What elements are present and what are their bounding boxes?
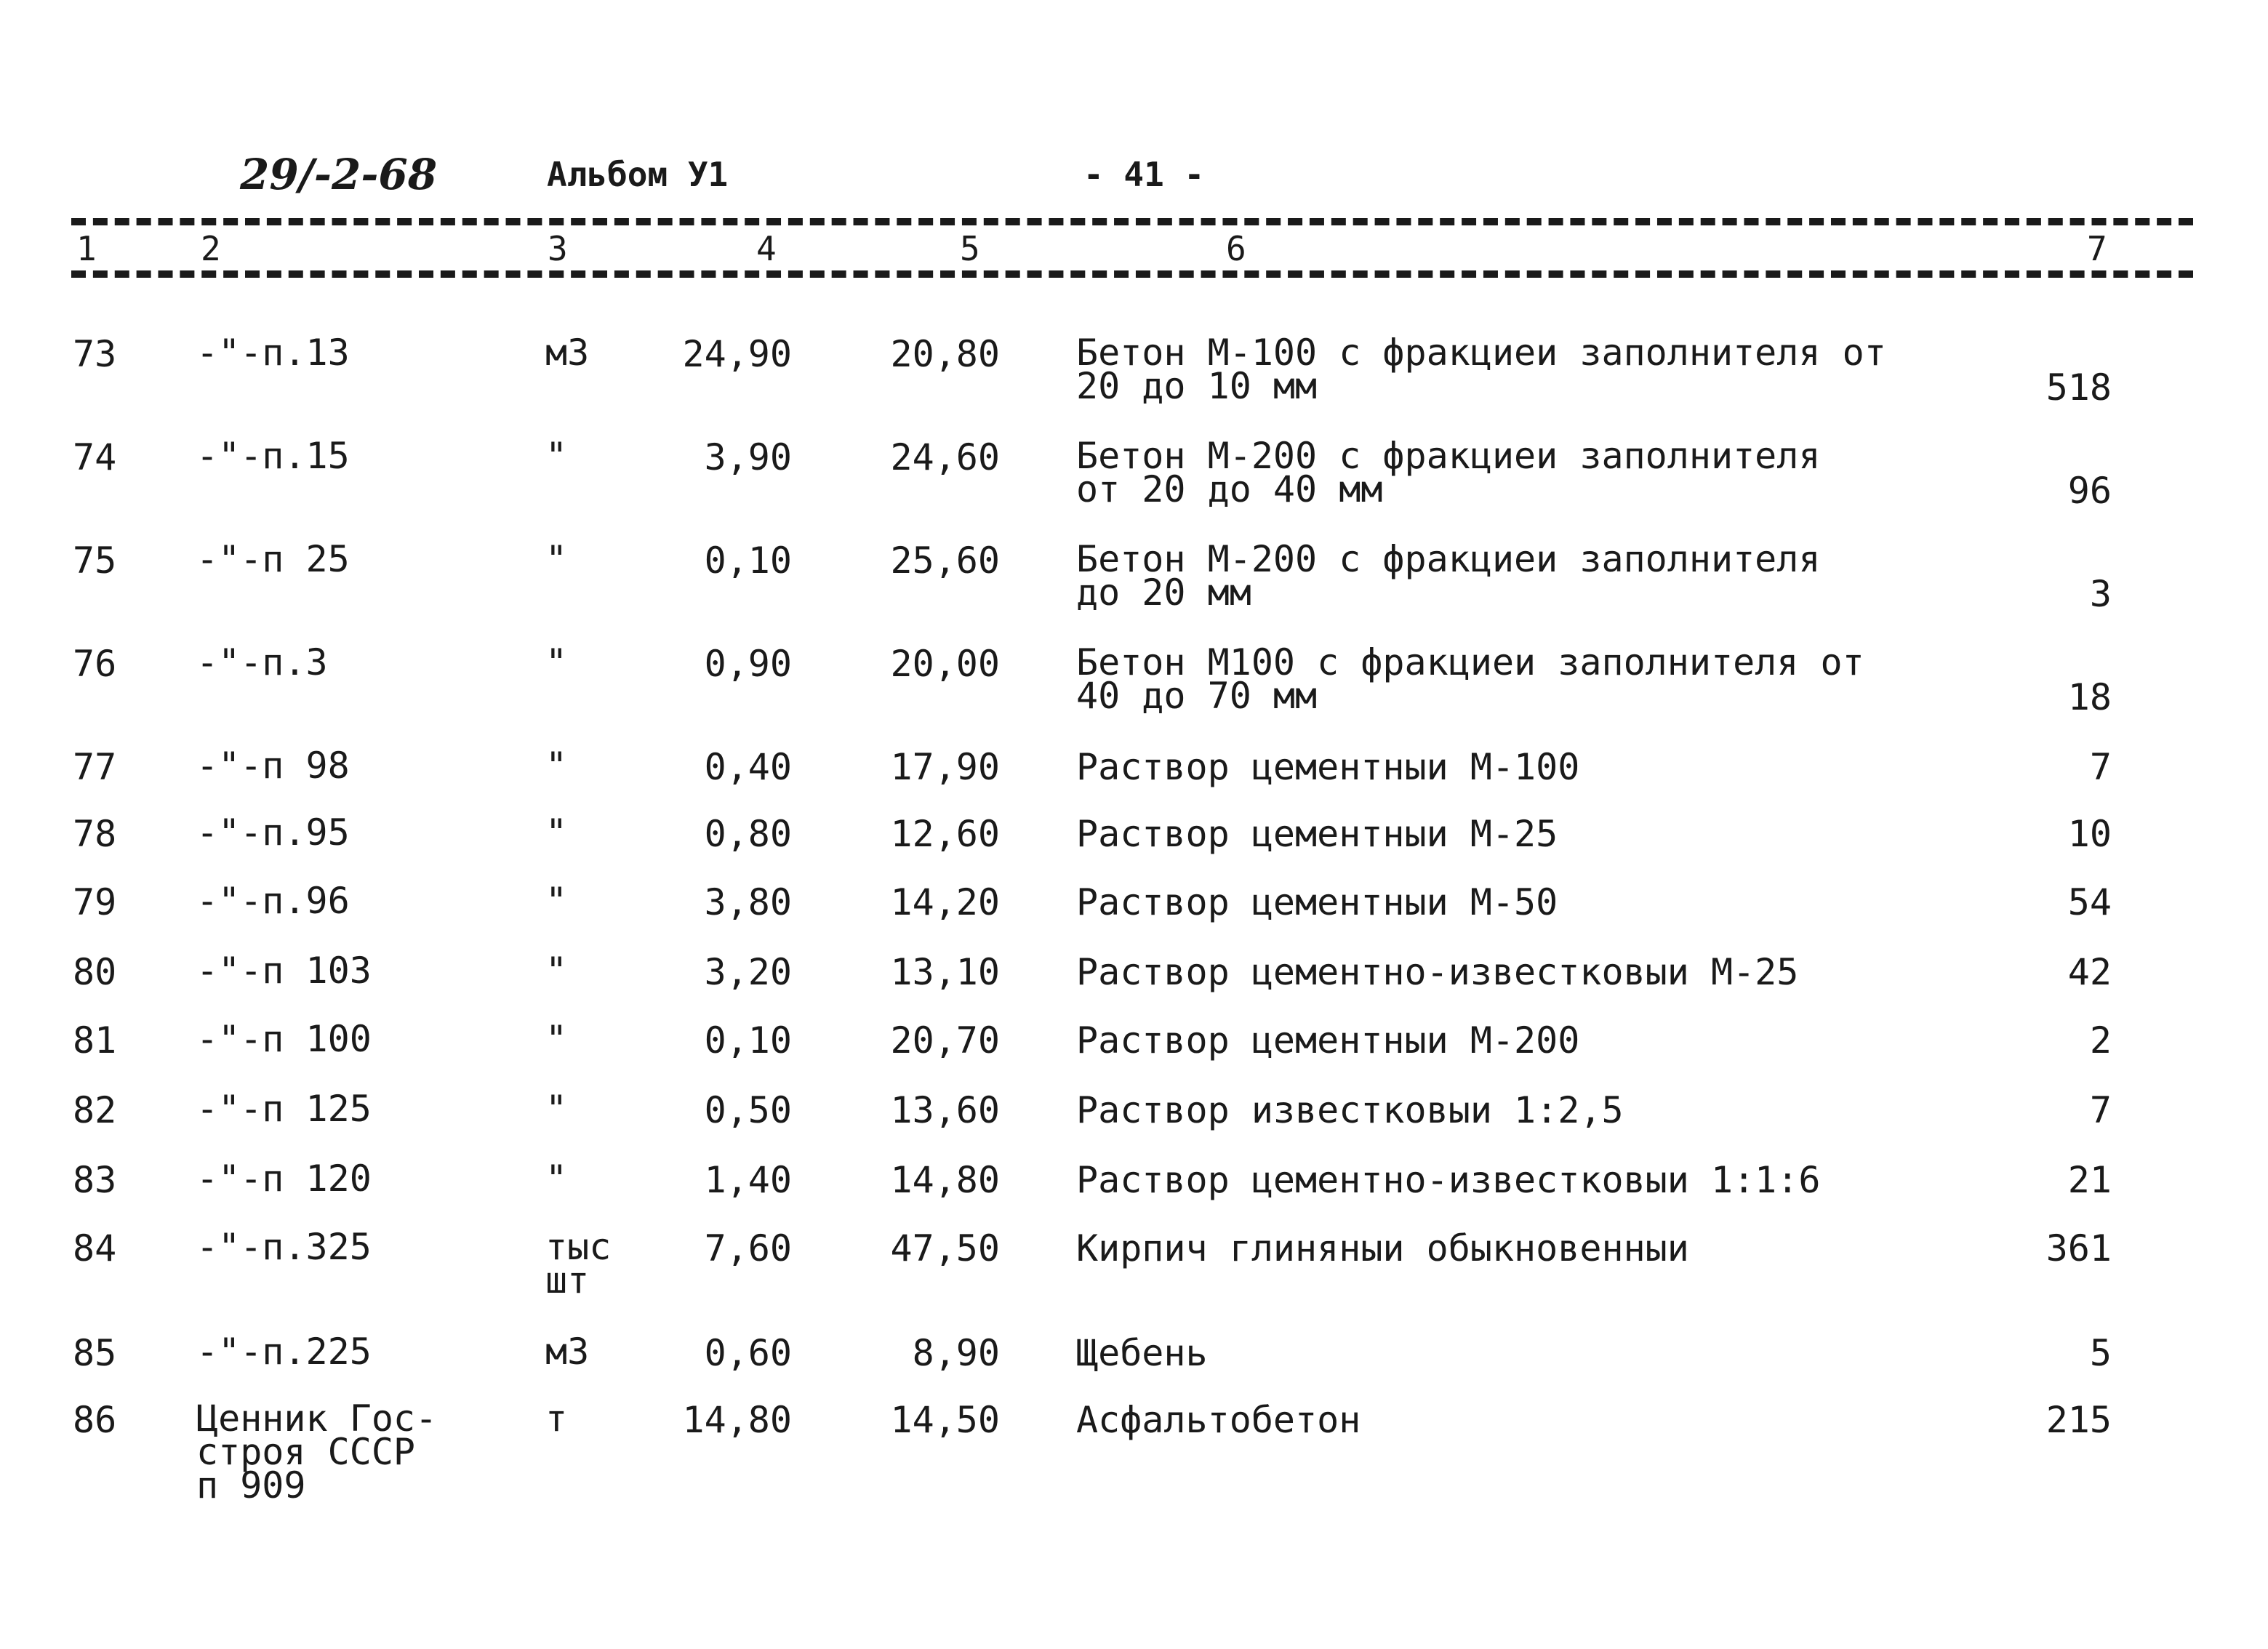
description-cell: Асфальтобетон — [1076, 1399, 1361, 1441]
reference-cell: -"-п.225 — [196, 1331, 372, 1373]
reference-cell: -"-п.15 — [196, 435, 350, 477]
quantity-cell: 14,80 — [682, 1399, 792, 1441]
column-number: 2 — [201, 229, 221, 268]
total-cell: 5 — [2089, 1332, 2112, 1374]
reference-cell: -"-п.3 — [196, 641, 328, 683]
row-number: 79 — [73, 881, 117, 923]
unit-cell: " — [545, 880, 568, 922]
description-cell: Раствор цементно-известковыи 1:1:6 — [1076, 1159, 1821, 1201]
unit-cell: " — [545, 641, 568, 683]
column-number: 5 — [960, 229, 980, 268]
row-number: 80 — [73, 951, 117, 993]
header-dashed-rule — [71, 270, 2193, 278]
total-cell: 2 — [2089, 1019, 2112, 1062]
quantity-cell: 24,90 — [682, 333, 792, 375]
description-cell: Раствор известковыи 1:2,5 — [1076, 1089, 1624, 1131]
unit-cell: тыс шт — [545, 1226, 612, 1301]
reference-cell: Ценник Гос- строя СССР п 909 — [196, 1397, 438, 1506]
price-cell: 20,80 — [890, 333, 1000, 375]
total-cell: 361 — [2045, 1227, 2112, 1269]
description-cell: Бетон М100 с фракциеи заполнителя от 40 до 70 мм — [1076, 641, 1864, 717]
price-cell: 17,90 — [890, 746, 1000, 788]
row-number: 85 — [73, 1332, 117, 1374]
column-number: 7 — [2087, 229, 2107, 268]
price-cell: 14,80 — [890, 1159, 1000, 1201]
unit-cell: " — [545, 1157, 568, 1200]
row-number: 77 — [73, 746, 117, 788]
quantity-cell: 3,80 — [704, 881, 792, 923]
reference-cell: -"-п 25 — [196, 538, 350, 580]
top-dashed-rule — [71, 218, 2193, 225]
unit-cell: " — [545, 538, 568, 580]
total-cell: 3 — [2089, 573, 2112, 615]
description-cell: Раствор цементныи М-25 — [1076, 813, 1558, 855]
price-cell: 13,60 — [890, 1089, 1000, 1131]
price-cell: 24,60 — [890, 436, 1000, 478]
reference-cell: -"-п 98 — [196, 745, 350, 787]
total-cell: 42 — [2067, 951, 2112, 993]
reference-cell: -"-п.95 — [196, 811, 350, 854]
price-cell: 8,90 — [912, 1332, 1000, 1374]
price-cell: 20,00 — [890, 643, 1000, 685]
row-number: 76 — [73, 643, 117, 685]
column-number: 6 — [1226, 229, 1246, 268]
unit-cell: т — [545, 1397, 568, 1440]
quantity-cell: 0,60 — [704, 1332, 792, 1374]
price-cell: 25,60 — [890, 539, 1000, 582]
total-cell: 10 — [2067, 813, 2112, 855]
reference-cell: -"-п.325 — [196, 1226, 372, 1268]
total-cell: 215 — [2045, 1399, 2112, 1441]
quantity-cell: 0,10 — [704, 539, 792, 582]
total-cell: 96 — [2067, 470, 2112, 512]
total-cell: 518 — [2045, 366, 2112, 409]
price-cell: 14,50 — [890, 1399, 1000, 1441]
reference-cell: -"-п 120 — [196, 1157, 372, 1200]
reference-cell: -"-п 125 — [196, 1088, 372, 1130]
unit-cell: " — [545, 1018, 568, 1060]
handwritten-code: 29/-2-68 — [240, 150, 438, 199]
row-number: 86 — [73, 1399, 117, 1441]
unit-cell: " — [545, 811, 568, 854]
quantity-cell: 1,40 — [704, 1159, 792, 1201]
price-cell: 14,20 — [890, 881, 1000, 923]
description-cell: Раствор цементныи М-50 — [1076, 881, 1558, 923]
row-number: 82 — [73, 1089, 117, 1131]
description-cell: Раствор цементныи М-200 — [1076, 1019, 1580, 1062]
unit-cell: м3 — [545, 1331, 590, 1373]
row-number: 84 — [73, 1227, 117, 1269]
reference-cell: -"-п 100 — [196, 1018, 372, 1060]
quantity-cell: 0,80 — [704, 813, 792, 855]
quantity-cell: 7,60 — [704, 1227, 792, 1269]
reference-cell: -"-п.96 — [196, 880, 350, 922]
total-cell: 54 — [2067, 881, 2112, 923]
column-number: 3 — [548, 229, 568, 268]
price-cell: 12,60 — [890, 813, 1000, 855]
row-number: 81 — [73, 1019, 117, 1062]
unit-cell: м3 — [545, 332, 590, 374]
album-label: Альбом У1 — [547, 155, 729, 194]
unit-cell: " — [545, 950, 568, 992]
total-cell: 7 — [2089, 746, 2112, 788]
quantity-cell: 0,10 — [704, 1019, 792, 1062]
price-cell: 13,10 — [890, 951, 1000, 993]
reference-cell: -"-п 103 — [196, 950, 372, 992]
total-cell: 21 — [2067, 1159, 2112, 1201]
unit-cell: " — [545, 1088, 568, 1130]
quantity-cell: 0,90 — [704, 643, 792, 685]
unit-cell: " — [545, 435, 568, 477]
reference-cell: -"-п.13 — [196, 332, 350, 374]
total-cell: 18 — [2067, 676, 2112, 718]
row-number: 74 — [73, 436, 117, 478]
total-cell: 7 — [2089, 1089, 2112, 1131]
row-number: 73 — [73, 333, 117, 375]
description-cell: Бетон М-200 с фракциеи заполнителя от 20 до 40 мм — [1076, 435, 1821, 510]
column-number: 1 — [76, 229, 97, 268]
description-cell: Раствор цементныи М-100 — [1076, 746, 1580, 788]
quantity-cell: 0,40 — [704, 746, 792, 788]
description-cell: Кирпич глиняныи обыкновенныи — [1076, 1227, 1689, 1269]
quantity-cell: 0,50 — [704, 1089, 792, 1131]
description-cell: Щебень — [1076, 1332, 1208, 1374]
quantity-cell: 3,20 — [704, 951, 792, 993]
price-cell: 20,70 — [890, 1019, 1000, 1062]
page-number: - 41 - — [1083, 155, 1205, 194]
column-number: 4 — [756, 229, 777, 268]
row-number: 83 — [73, 1159, 117, 1201]
description-cell: Раствор цементно-известковыи М-25 — [1076, 951, 1799, 993]
row-number: 75 — [73, 539, 117, 582]
price-cell: 47,50 — [890, 1227, 1000, 1269]
unit-cell: " — [545, 745, 568, 787]
description-cell: Бетон М-100 с фракциеи заполнителя от 20 до 10 мм — [1076, 332, 1886, 407]
description-cell: Бетон М-200 с фракциеи заполнителя до 20 мм — [1076, 538, 1821, 614]
row-number: 78 — [73, 813, 117, 855]
quantity-cell: 3,90 — [704, 436, 792, 478]
